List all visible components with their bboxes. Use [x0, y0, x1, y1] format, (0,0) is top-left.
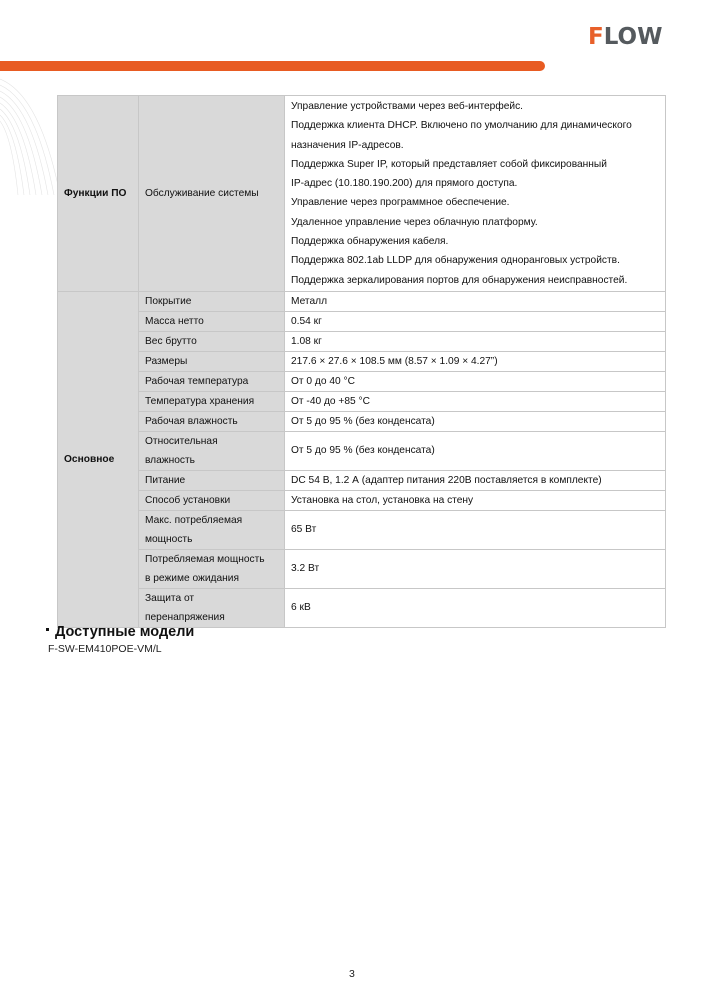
- bullet-icon: [46, 628, 49, 631]
- value-line: Поддержка зеркалирования портов для обнаружения неисправностей.: [291, 274, 628, 286]
- label-line: Макс. потребляемая: [145, 514, 243, 526]
- table-row: [58, 470, 666, 490]
- value-line: Управление устройствами через веб-интерфейс.: [291, 101, 523, 112]
- label-cell: Питание: [139, 470, 285, 490]
- flow-logo: [588, 26, 662, 48]
- value-cell: 0.54 кг: [285, 311, 666, 331]
- value-cell: 217.6 × 27.6 × 108.5 мм (8.57 × 1.09 × 4.27”): [285, 351, 666, 371]
- section-heading: [46, 624, 194, 640]
- table-row: [58, 371, 666, 391]
- value-cell: 6 кВ: [285, 588, 666, 627]
- value-cell: От 5 до 95 % (без конденсата): [285, 431, 666, 470]
- value-line: Удаленное управление через облачную платформу.: [291, 216, 538, 228]
- header-accent-bar: [0, 61, 545, 71]
- label-cell: Вес брутто: [139, 331, 285, 351]
- label-cell: [139, 431, 285, 470]
- model-name: F-SW-EM410POE-VM/L: [48, 643, 162, 655]
- table-row: [58, 311, 666, 331]
- value-line: Поддержка Super IP, который представляет собой фиксированный: [291, 158, 607, 170]
- label-line: Защита от: [145, 592, 195, 604]
- value-cell: От -40 до +85 °C: [285, 391, 666, 411]
- label-cell: [139, 588, 285, 627]
- value-cell: От 0 до 40 °C: [285, 371, 666, 391]
- table-row: [58, 96, 666, 292]
- table-row: [58, 331, 666, 351]
- label-line: Относительная: [145, 435, 218, 447]
- label-line: перенапряжения: [145, 611, 225, 623]
- label-cell: Способ установки: [139, 490, 285, 510]
- label-cell: Масса нетто: [139, 311, 285, 331]
- logo-text: LOW: [603, 24, 663, 50]
- value-cell: 65 Вт: [285, 510, 666, 549]
- value-line: назначения IP-адресов.: [291, 139, 404, 151]
- value-line: Поддержка 802.1ab LLDP для обнаружения одноранговых устройств.: [291, 255, 620, 267]
- label-line: влажность: [145, 454, 195, 466]
- label-cell: [139, 510, 285, 549]
- table-row: [58, 291, 666, 311]
- value-cell: От 5 до 95 % (без конденсата): [285, 411, 666, 431]
- logo-letter-f: F: [588, 24, 604, 50]
- label-cell: [139, 549, 285, 588]
- label-cell: Покрытие: [139, 291, 285, 311]
- label-cell: Рабочая влажность: [139, 411, 285, 431]
- label-line: Потребляемая мощность: [145, 553, 265, 565]
- table-row: [58, 490, 666, 510]
- table-row: [58, 391, 666, 411]
- label-cell: Рабочая температура: [139, 371, 285, 391]
- label-cell: Обслуживание системы: [139, 96, 285, 292]
- label-cell: Размеры: [139, 351, 285, 371]
- table-row: [58, 549, 666, 588]
- value-cell: Установка на стол, установка на стену: [285, 490, 666, 510]
- table-row: [58, 411, 666, 431]
- label-line: в режиме ожидания: [145, 572, 239, 584]
- page-number: 3: [349, 968, 355, 980]
- value-line: Управление через программное обеспечение.: [291, 197, 510, 209]
- category-cell: Функции ПО: [58, 96, 139, 292]
- value-cell: Металл: [285, 291, 666, 311]
- section-heading-text: Доступные модели: [55, 624, 195, 640]
- value-cell: [285, 96, 666, 292]
- table-row: [58, 351, 666, 371]
- category-cell: Основное: [58, 291, 139, 627]
- label-line: мощность: [145, 533, 193, 545]
- value-line: IP-адрес (10.180.190.200) для прямого доступа.: [291, 178, 518, 190]
- value-cell: DC 54 В, 1.2 А (адаптер питания 220В поставляется в комплекте): [285, 470, 666, 490]
- value-cell: 1.08 кг: [285, 331, 666, 351]
- value-line: Поддержка обнаружения кабеля.: [291, 236, 449, 248]
- table-row: [58, 510, 666, 549]
- value-cell: 3.2 Вт: [285, 549, 666, 588]
- spec-table: [57, 95, 666, 628]
- table-row: [58, 588, 666, 627]
- label-cell: Температура хранения: [139, 391, 285, 411]
- table-row: [58, 431, 666, 470]
- value-line: Поддержка клиента DHCP. Включено по умолчанию для динамического: [291, 120, 632, 132]
